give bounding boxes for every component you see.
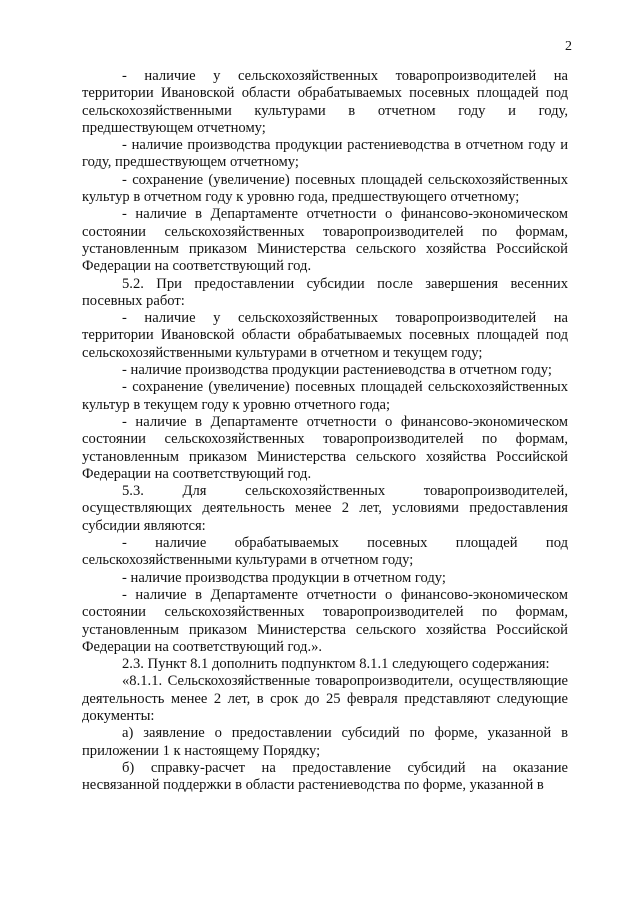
page-number: 2 xyxy=(565,39,572,54)
paragraph: 2.3. Пункт 8.1 дополнить подпунктом 8.1.1 следующего содержания: xyxy=(122,656,550,673)
paragraph: - наличие обрабатываемых посевных площадей под сельскохозяйственными культурами в отчетном году; xyxy=(82,535,568,569)
paragraph: - наличие в Департаменте отчетности о финансово-экономическом состоянии сельскохозяйственных товаропроизводителей по формам, установленным приказом Министерства сельского хозяйства Российской Федерации на соответствующий год. xyxy=(82,206,568,275)
paragraph: - наличие производства продукции растениеводства в отчетном году и году, предшествующем отчетному; xyxy=(82,137,568,171)
paragraph: - наличие производства продукции растениеводства в отчетном году; xyxy=(122,362,552,379)
document-body xyxy=(82,68,568,794)
section-heading: 5.3. Для сельскохозяйственных товаропроизводителей, осуществляющих деятельность менее 2 лет, условиями предоставления субсидии являются: xyxy=(82,483,568,534)
paragraph: - наличие у сельскохозяйственных товаропроизводителей на территории Ивановской области обрабатываемых посевных площадей под сельскохозяйственными культурами в отчетном и текущем году; xyxy=(82,310,568,361)
paragraph: - наличие в Департаменте отчетности о финансово-экономическом состоянии сельскохозяйственных товаропроизводителей по формам, установленным приказом Министерства сельского хозяйства Российской Федерации на соответствующий год.». xyxy=(82,586,568,655)
paragraph: б) справку-расчет на предоставление субсидий на оказание несвязанной поддержки в области растениеводства по форме, указанной в xyxy=(82,759,568,794)
paragraph: - сохранение (увеличение) посевных площадей сельскохозяйственных культур в текущем году к уровню отчетного года; xyxy=(82,379,568,413)
paragraph: - наличие у сельскохозяйственных товаропроизводителей на территории Ивановской области обрабатываемых посевных площадей под сельскохозяйственными культурами в отчетном году и году, предшествующем отчетному; xyxy=(82,68,568,136)
section-heading: 5.2. При предоставлении субсидии после завершения весенних посевных работ: xyxy=(82,275,568,309)
paragraph: - наличие в Департаменте отчетности о финансово-экономическом состоянии сельскохозяйственных товаропроизводителей по формам, установленным приказом Министерства сельского хозяйства Российской Федерации на соответствующий год. xyxy=(82,413,568,482)
paragraph: - сохранение (увеличение) посевных площадей сельскохозяйственных культур в отчетном году к уровню года, предшествующего отчетному; xyxy=(82,171,568,206)
paragraph: «8.1.1. Сельскохозяйственные товаропроизводители, осуществляющие деятельность менее 2 лет, в срок до 25 февраля представляют следующие документы: xyxy=(82,673,568,724)
paragraph: а) заявление о предоставлении субсидий по форме, указанной в приложении 1 к настоящему Порядку; xyxy=(82,725,568,759)
paragraph: - наличие производства продукции в отчетном году; xyxy=(122,569,446,586)
